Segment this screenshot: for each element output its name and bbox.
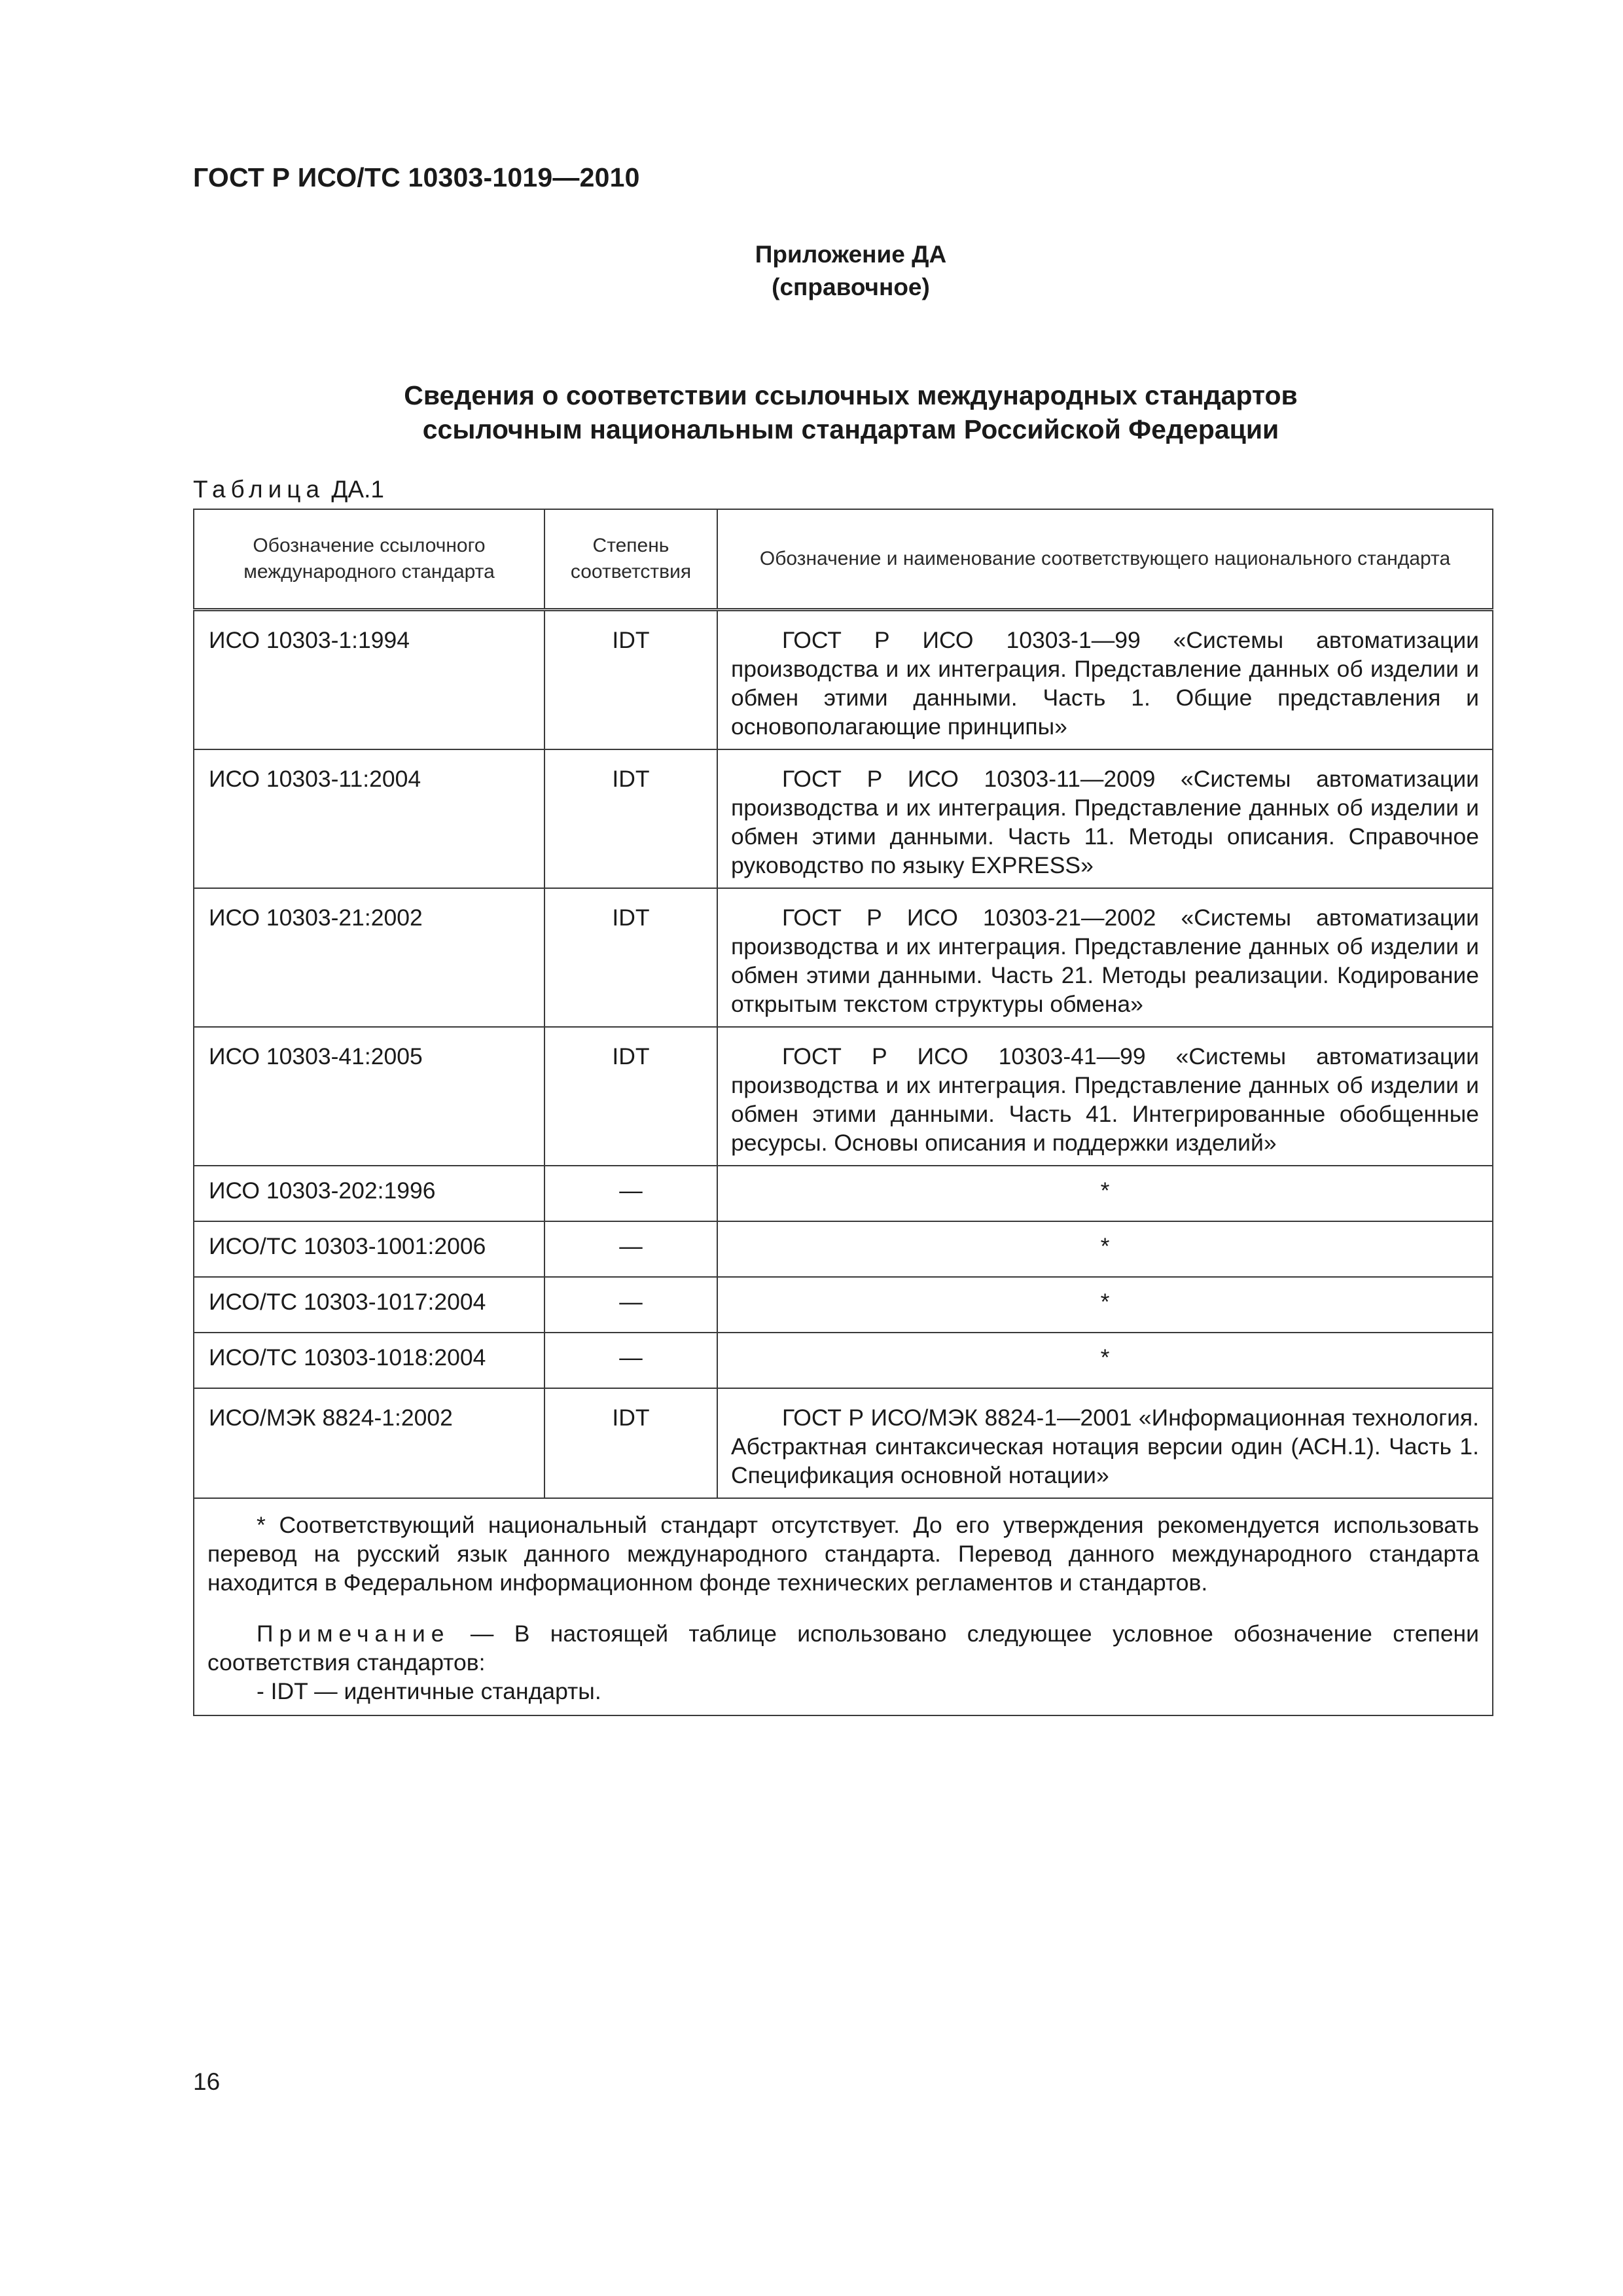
table-caption-label: Таблица — [193, 476, 325, 503]
column-header-degree: Степень соответствия — [544, 509, 717, 610]
cell-degree: — — [544, 1333, 717, 1388]
section-title — [281, 378, 1420, 446]
table-row — [194, 1027, 1493, 1166]
table-row — [194, 1388, 1493, 1498]
table-row — [194, 749, 1493, 888]
cell-reference-standard: ИСО/ТС 10303-1001:2006 — [194, 1221, 544, 1277]
note-text: — В настоящей таблице использовано следующее условное обозначение степени соответствия стандартов: — [207, 1621, 1479, 1676]
footnote: * Соответствующий национальный стандарт отсутствует. До его утверждения рекомендуется использовать перевод на русский язык данного международного стандарта. Перевод данного международного стандарта находится в Федеральном информационном фонде технических регламентов и стандартов. — [207, 1512, 1479, 1596]
cell-reference-standard: ИСО 10303-21:2002 — [194, 888, 544, 1027]
cell-reference-standard: ИСО/ТС 10303-1018:2004 — [194, 1333, 544, 1388]
table-footer-row — [194, 1498, 1493, 1715]
column-header-reference-standard: Обозначение ссылочного международного стандарта — [194, 509, 544, 610]
cell-national-standard: * — [717, 1333, 1493, 1388]
section-title-line-2: ссылочным национальным стандартам Российской Федерации — [422, 414, 1279, 444]
cell-degree: — — [544, 1277, 717, 1333]
cell-national-standard: * — [717, 1166, 1493, 1221]
note-item: - IDT — идентичные стандарты. — [257, 1678, 601, 1704]
cell-degree: — — [544, 1166, 717, 1221]
cell-degree: IDT — [544, 1388, 717, 1498]
cell-national-standard: ГОСТ Р ИСО 10303-21—2002 «Системы автоматизации производства и их интеграция. Представление данных об изделии и обмен этими данными. Часть 21. Методы реализации. Кодирование открытым текстом структуры обмена» — [717, 888, 1493, 1027]
table-row — [194, 610, 1493, 750]
cell-degree: IDT — [544, 888, 717, 1027]
appendix-heading — [654, 238, 1047, 304]
page-number: 16 — [193, 2068, 221, 2095]
cell-national-standard: ГОСТ Р ИСО/МЭК 8824-1—2001 «Информационная технология. Абстрактная синтаксическая нотация версии один (АСН.1). Часть 1. Спецификация основной нотации» — [717, 1388, 1493, 1498]
cell-reference-standard: ИСО 10303-11:2004 — [194, 749, 544, 888]
running-title: ГОСТ Р ИСО/ТС 10303-1019—2010 — [193, 162, 640, 192]
table-row — [194, 1277, 1493, 1333]
note-label: Примечание — [257, 1621, 450, 1647]
table-row — [194, 1333, 1493, 1388]
cell-degree: IDT — [544, 749, 717, 888]
cell-national-standard: ГОСТ Р ИСО 10303-11—2009 «Системы автоматизации производства и их интеграция. Представление данных об изделии и обмен этими данными. Часть 11. Методы описания. Справочное руководство по языку EXPRESS» — [717, 749, 1493, 888]
table-caption-number: ДА.1 — [331, 476, 384, 503]
cell-reference-standard: ИСО/ТС 10303-1017:2004 — [194, 1277, 544, 1333]
standards-correspondence-table — [193, 509, 1493, 1716]
cell-national-standard: * — [717, 1221, 1493, 1277]
cell-reference-standard: ИСО 10303-1:1994 — [194, 610, 544, 750]
cell-national-standard: ГОСТ Р ИСО 10303-1—99 «Системы автоматизации производства и их интеграция. Представление данных об изделии и обмен этими данными. Часть 1. Общие представления и основополагающие принципы» — [717, 610, 1493, 750]
section-title-line-1: Сведения о соответствии ссылочных международных стандартов — [404, 380, 1298, 410]
cell-degree: IDT — [544, 1027, 717, 1166]
table-row — [194, 1221, 1493, 1277]
cell-degree: IDT — [544, 610, 717, 750]
note — [207, 1619, 1479, 1677]
table-header-row — [194, 509, 1493, 610]
table-row — [194, 888, 1493, 1027]
appendix-title: Приложение ДА — [755, 241, 947, 268]
table-row — [194, 1166, 1493, 1221]
cell-national-standard: * — [717, 1277, 1493, 1333]
cell-reference-standard: ИСО 10303-202:1996 — [194, 1166, 544, 1221]
cell-reference-standard: ИСО/МЭК 8824-1:2002 — [194, 1388, 544, 1498]
cell-degree: — — [544, 1221, 717, 1277]
column-header-national-standard: Обозначение и наименование соответствующего национального стандарта — [717, 509, 1493, 610]
table-footer-cell — [194, 1498, 1493, 1715]
table-caption — [193, 476, 384, 503]
appendix-subtitle: (справочное) — [772, 274, 930, 300]
cell-reference-standard: ИСО 10303-41:2005 — [194, 1027, 544, 1166]
cell-national-standard: ГОСТ Р ИСО 10303-41—99 «Системы автоматизации производства и их интеграция. Представление данных об изделии и обмен этими данными. Часть 41. Интегрированные обобщенные ресурсы. Основы описания и поддержки изделий» — [717, 1027, 1493, 1166]
